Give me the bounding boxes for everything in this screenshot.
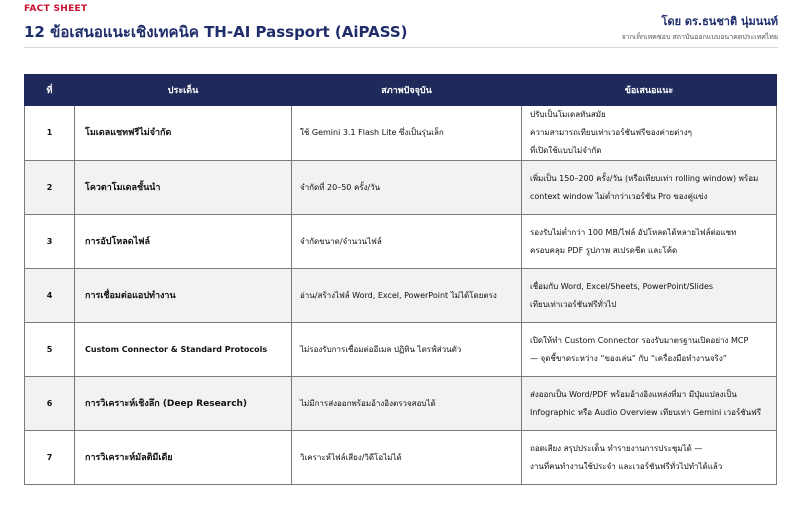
row-recommendation bbox=[522, 323, 777, 377]
recommendation-line: ถอดเสียง สรุปประเด็น ทำรายงานการประชุมได้ — bbox=[530, 443, 703, 453]
author-affiliation: จากเท็กเทคซอบ สถาบันออกแบบอนาคตประเทศไทย bbox=[621, 33, 778, 41]
fact-sheet-tag: FACT SHEET bbox=[24, 4, 88, 14]
row-current: ไม่มีการส่งออกพร้อมอ้างอิงตรวจสอบได้ bbox=[292, 377, 522, 431]
row-number: 4 bbox=[25, 269, 75, 323]
page-title: 12 ข้อเสนอแนะเชิงเทคนิค TH-AI Passport (AiPASS) bbox=[24, 23, 408, 41]
row-current: จำกัดที่ 20–50 ครั้ง/วัน bbox=[292, 161, 522, 215]
row-issue: การวิเคราะห์มัลติมีเดีย bbox=[75, 431, 292, 485]
column-header-recommendation: ข้อเสนอแนะ bbox=[522, 75, 777, 106]
row-current: ไม่รองรับการเชื่อมต่ออีเมล ปฏิทิน ไดรฟ์ส่วนตัว bbox=[292, 323, 522, 377]
recommendations-table bbox=[24, 74, 777, 485]
row-current: วิเคราะห์ไฟล์เสียง/วิดีโอไม่ได้ bbox=[292, 431, 522, 485]
recommendation-line: เทียบเท่าเวอร์ชันฟรีทั่วไป bbox=[530, 299, 617, 309]
column-header-issue: ประเด็น bbox=[75, 75, 292, 106]
row-issue: การวิเคราะห์เชิงลึก (Deep Research) bbox=[75, 377, 292, 431]
row-number: 3 bbox=[25, 215, 75, 269]
row-recommendation bbox=[522, 431, 777, 485]
recommendation-line: context window ไม่ต่ำกว่าเวอร์ชัน Pro ของคู่แข่ง bbox=[530, 191, 708, 201]
row-current: จำกัดขนาด/จำนวนไฟล์ bbox=[292, 215, 522, 269]
row-recommendation bbox=[522, 161, 777, 215]
row-number: 5 bbox=[25, 323, 75, 377]
recommendation-line: Infographic หรือ Audio Overview เทียบเท่า Gemini เวอร์ชันฟรี bbox=[530, 407, 762, 417]
recommendation-line: เปิดให้ทำ Custom Connector รองรับมาตรฐานเปิดอย่าง MCP bbox=[530, 335, 749, 345]
row-number: 7 bbox=[25, 431, 75, 485]
table-row bbox=[25, 269, 777, 323]
row-recommendation bbox=[522, 269, 777, 323]
header-divider bbox=[24, 47, 778, 48]
row-issue: โควตาโมเดลชั้นนำ bbox=[75, 161, 292, 215]
recommendation-line: ส่งออกเป็น Word/PDF พร้อมอ้างอิงแหล่งที่มา มีปุ่มแปลงเป็น bbox=[530, 389, 737, 399]
row-issue: Custom Connector & Standard Protocols bbox=[75, 323, 292, 377]
recommendation-line: เชื่อมกับ Word, Excel/Sheets, PowerPoint/Slides bbox=[530, 281, 714, 291]
row-recommendation bbox=[522, 377, 777, 431]
row-issue: การเชื่อมต่อแอปทำงาน bbox=[75, 269, 292, 323]
table-header-row bbox=[25, 75, 777, 106]
row-recommendation bbox=[522, 215, 777, 269]
table-row bbox=[25, 431, 777, 485]
row-number: 6 bbox=[25, 377, 75, 431]
recommendation-line: ความสามารถเทียบเท่าเวอร์ชันฟรีของค่ายต่างๆ bbox=[530, 128, 692, 137]
row-issue: โมเดลแชทฟรีไม่จำกัด bbox=[75, 106, 292, 161]
recommendation-line: ที่เปิดใช้แบบไม่จำกัด bbox=[530, 146, 602, 155]
row-recommendation bbox=[522, 106, 777, 161]
row-number: 2 bbox=[25, 161, 75, 215]
column-header-number: ที่ bbox=[25, 75, 75, 106]
table-row bbox=[25, 323, 777, 377]
table-row bbox=[25, 106, 777, 161]
column-header-current: สภาพปัจจุบัน bbox=[292, 75, 522, 106]
author-name: โดย ดร.ธนชาติ นุ่มนนท์ bbox=[661, 15, 778, 28]
row-current: ใช้ Gemini 3.1 Flash Lite ซึ่งเป็นรุ่นเล็ก bbox=[292, 106, 522, 161]
recommendation-line: ครอบคลุม PDF รูปภาพ สเปรดชีต และโค้ด bbox=[530, 245, 678, 255]
recommendation-line: ปรับเป็นโมเดลทันสมัย bbox=[530, 110, 606, 119]
table-row bbox=[25, 161, 777, 215]
row-number: 1 bbox=[25, 106, 75, 161]
recommendation-line: งานที่คนทำงานใช้ประจำ และเวอร์ชันฟรีทั่วไปทำได้แล้ว bbox=[530, 461, 723, 471]
recommendation-line: รองรับไม่ต่ำกว่า 100 MB/ไฟล์ อัปโหลดได้หลายไฟล์ต่อแชท bbox=[530, 227, 737, 237]
recommendation-line: — จุดชี้ขาดระหว่าง “ของเล่น” กับ “เครื่องมือทำงานจริง” bbox=[530, 353, 727, 363]
recommendation-line: เพิ่มเป็น 150–200 ครั้ง/วัน (หรือเทียบเท่า rolling window) พร้อม bbox=[530, 173, 759, 183]
row-current: อ่าน/สร้างไฟล์ Word, Excel, PowerPoint ไม่ได้โดยตรง bbox=[292, 269, 522, 323]
table-row bbox=[25, 215, 777, 269]
table-row bbox=[25, 377, 777, 431]
row-issue: การอัปโหลดไฟล์ bbox=[75, 215, 292, 269]
